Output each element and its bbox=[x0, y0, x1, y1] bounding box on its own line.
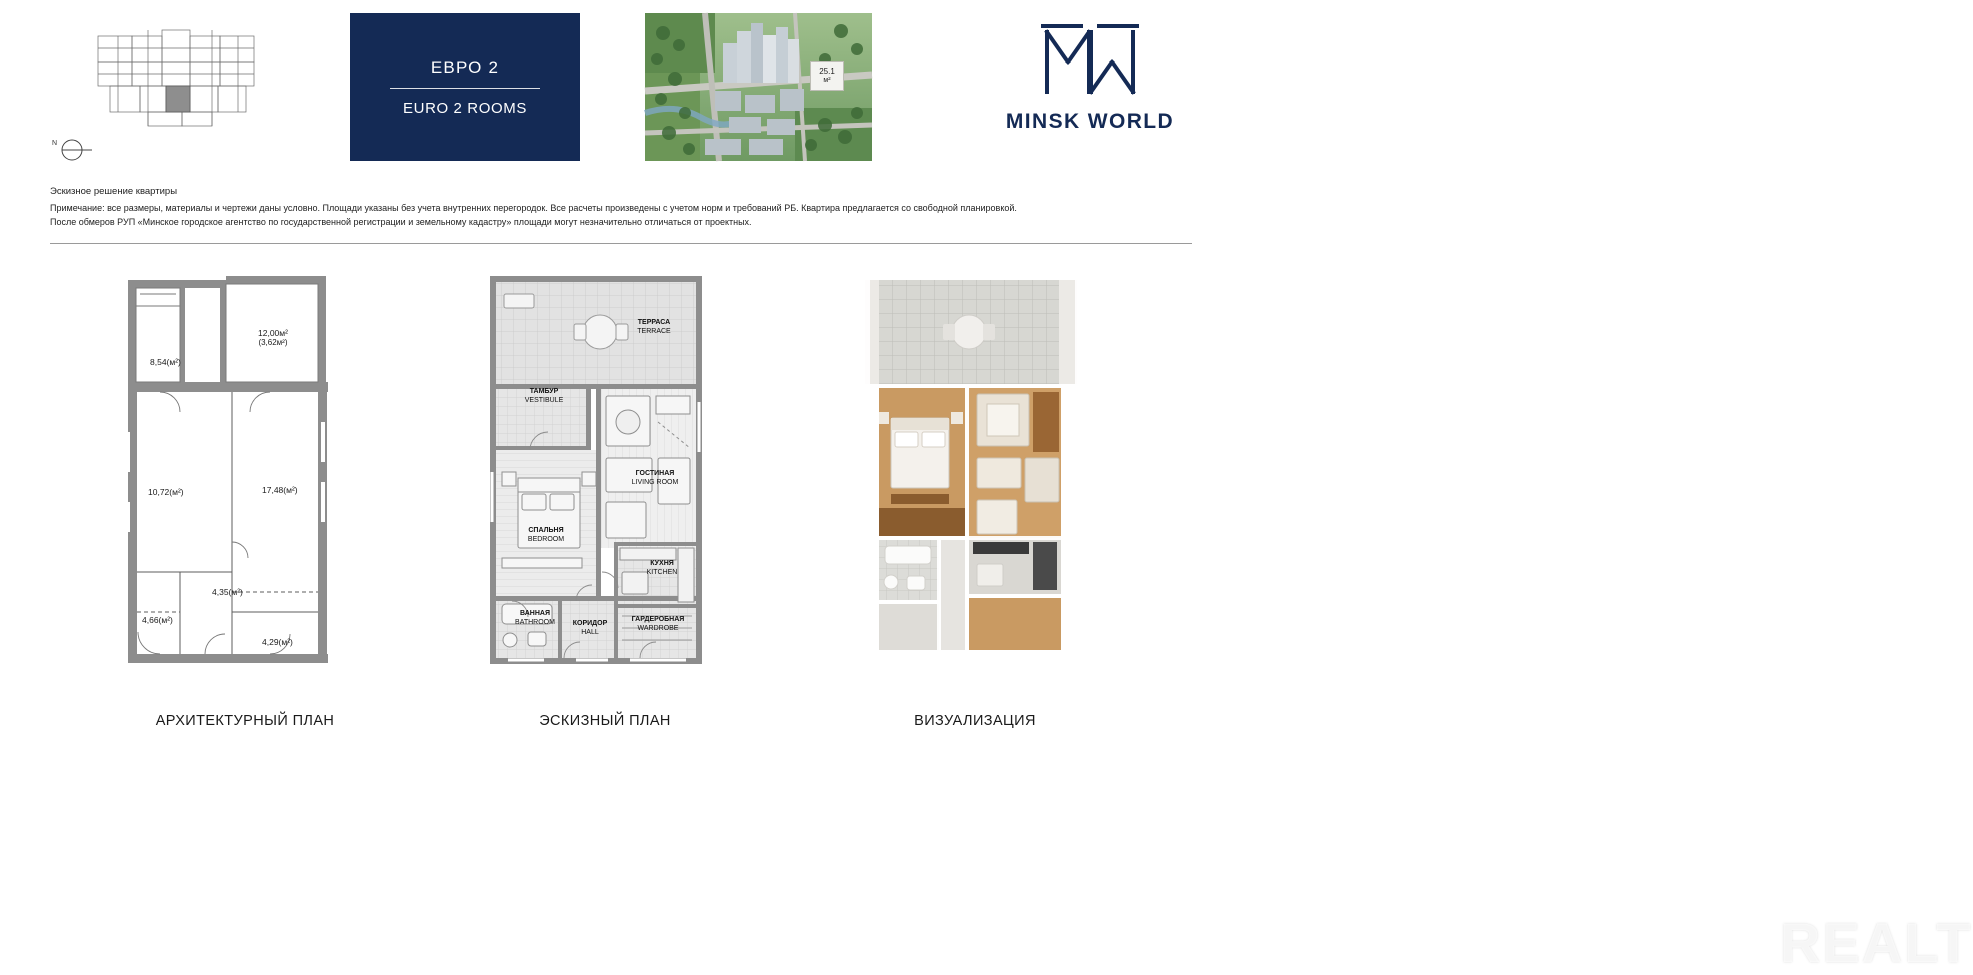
room-label-wardrobe-ru: ГАРДЕРОБНАЯ bbox=[631, 616, 685, 623]
area-value-bedroom: 10,72(м²) bbox=[148, 487, 184, 497]
notes-line-2: После обмеров РУП «Минское городское агентство по государственной регистрации и земельному кадастру» площади могут незначительно отличаться от проектных. bbox=[50, 216, 752, 227]
notes-block bbox=[50, 186, 1195, 230]
area-label-bathroom bbox=[142, 615, 173, 625]
area-badge-value: 25.1 bbox=[819, 67, 835, 77]
room-label-bedroom bbox=[506, 527, 586, 545]
room-label-hall-en: HALL bbox=[581, 628, 599, 636]
compass-indicator bbox=[52, 136, 100, 166]
notes-title: Эскизное решение квартиры bbox=[50, 186, 178, 197]
area-label-terrace bbox=[258, 328, 288, 347]
room-label-kitchen-ru: КУХНЯ bbox=[650, 560, 674, 567]
room-label-vestibule bbox=[504, 388, 584, 406]
header-divider bbox=[50, 243, 1192, 244]
area-value-bathroom: 4,66(м²) bbox=[142, 615, 173, 625]
watermark: REALT bbox=[1780, 911, 1973, 974]
plan-type-title-ru: ЕВРО 2 bbox=[430, 57, 500, 77]
caption-architectural-plan: АРХИТЕКТУРНЫЙ ПЛАН bbox=[155, 713, 335, 729]
title-divider bbox=[390, 88, 540, 89]
caption-sketch-plan: ЭСКИЗНЫЙ ПЛАН bbox=[539, 713, 671, 729]
compass-north-label: N bbox=[52, 140, 58, 147]
room-label-terrace-ru: ТЕРРАСА bbox=[637, 319, 671, 326]
area-label-vestibule bbox=[150, 357, 181, 367]
brand-name: MINSK WORLD bbox=[1005, 110, 1175, 133]
room-label-bathroom bbox=[504, 610, 566, 628]
area-label-wardrobe bbox=[262, 637, 293, 647]
mw-monogram-icon bbox=[1035, 18, 1145, 104]
area-label-bedroom bbox=[148, 487, 184, 497]
room-label-vestibule-en: VESTIBULE bbox=[524, 396, 564, 404]
area-badge-unit: м² bbox=[823, 76, 831, 84]
panel-captions bbox=[0, 713, 1219, 737]
room-label-terrace-en: TERRACE bbox=[637, 327, 671, 335]
room-label-living-en: LIVING ROOM bbox=[631, 478, 679, 486]
room-label-terrace bbox=[618, 319, 690, 337]
room-label-bathroom-en: BATHROOM bbox=[515, 618, 555, 626]
sketch-plan bbox=[490, 272, 716, 667]
room-label-living bbox=[618, 470, 692, 488]
room-label-wardrobe bbox=[620, 616, 696, 634]
room-label-bathroom-ru: ВАННАЯ bbox=[520, 610, 550, 617]
key-plan-thumbnail bbox=[88, 18, 278, 138]
room-label-wardrobe-en: WARDROBE bbox=[637, 624, 679, 632]
area-badge bbox=[810, 61, 844, 91]
room-label-living-ru: ГОСТИНАЯ bbox=[635, 470, 675, 477]
area-value-terrace: 12,00м² bbox=[258, 328, 288, 338]
area-value-vestibule: 8,54(м²) bbox=[150, 357, 181, 367]
room-label-bedroom-ru: СПАЛЬНЯ bbox=[528, 527, 564, 534]
room-label-vestibule-ru: ТАМБУР bbox=[529, 388, 559, 395]
plan-type-title-en: EURO 2 ROOMS bbox=[403, 99, 527, 117]
area-value-wardrobe: 4,29(м²) bbox=[262, 637, 293, 647]
room-label-kitchen bbox=[632, 560, 692, 578]
caption-visualisation: ВИЗУАЛИЗАЦИЯ bbox=[914, 713, 1036, 729]
aerial-view-image bbox=[645, 13, 872, 161]
area-value-hall: 4,35(м²) bbox=[212, 587, 243, 597]
room-label-bedroom-en: BEDROOM bbox=[527, 535, 565, 543]
brand-logo bbox=[1000, 18, 1180, 148]
notes-line-1: Примечание: все размеры, материалы и чертежи даны условно. Площади указаны без учета внутренних перегородок. Все расчеты произведены с учетом норм и требований РБ. Квартира предлагается со свободной планировкой. bbox=[50, 203, 1017, 213]
area-subvalue-terrace: (3,62м²) bbox=[258, 338, 288, 347]
area-label-living bbox=[262, 485, 298, 495]
area-label-hall bbox=[212, 587, 243, 597]
room-label-hall bbox=[562, 620, 618, 638]
document-header bbox=[0, 0, 1219, 178]
plan-type-card bbox=[350, 13, 580, 161]
area-value-living: 17,48(м²) bbox=[262, 485, 298, 495]
room-label-kitchen-en: KITCHEN bbox=[646, 568, 678, 576]
architectural-plan bbox=[120, 272, 350, 667]
room-label-hall-ru: КОРИДОР bbox=[572, 620, 608, 627]
